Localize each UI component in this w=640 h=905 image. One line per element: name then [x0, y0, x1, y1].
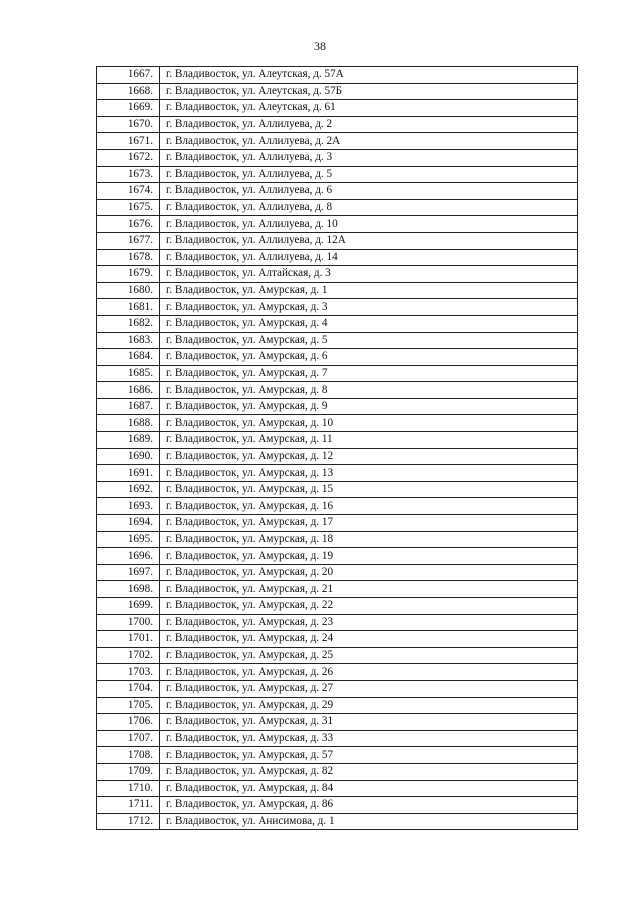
row-number: 1676.: [97, 216, 160, 233]
row-number: 1691.: [97, 465, 160, 482]
row-address: г. Владивосток, ул. Амурская, д. 7: [160, 365, 578, 382]
table-row: [97, 465, 578, 482]
row-address: г. Владивосток, ул. Амурская, д. 84: [160, 780, 578, 797]
row-address: г. Владивосток, ул. Амурская, д. 27: [160, 680, 578, 697]
row-address: г. Владивосток, ул. Амурская, д. 12: [160, 448, 578, 465]
row-number: 1705.: [97, 697, 160, 714]
table-row: [97, 664, 578, 681]
table-row: [97, 332, 578, 349]
table-row: [97, 133, 578, 150]
address-table: [96, 66, 578, 830]
table-row: [97, 481, 578, 498]
table-row: [97, 249, 578, 266]
table-row: [97, 498, 578, 515]
table-row: [97, 315, 578, 332]
row-number: 1698.: [97, 581, 160, 598]
row-address: г. Владивосток, ул. Амурская, д. 31: [160, 714, 578, 731]
row-number: 1693.: [97, 498, 160, 515]
row-number: 1672.: [97, 149, 160, 166]
table-row: [97, 166, 578, 183]
row-number: 1673.: [97, 166, 160, 183]
row-address: г. Владивосток, ул. Амурская, д. 15: [160, 481, 578, 498]
row-address: г. Владивосток, ул. Амурская, д. 13: [160, 465, 578, 482]
row-number: 1702.: [97, 647, 160, 664]
table-row: [97, 149, 578, 166]
row-address: г. Владивосток, ул. Амурская, д. 25: [160, 647, 578, 664]
row-number: 1706.: [97, 714, 160, 731]
row-address: г. Владивосток, ул. Амурская, д. 23: [160, 614, 578, 631]
table-row: [97, 697, 578, 714]
row-number: 1679.: [97, 266, 160, 283]
row-address: г. Владивосток, ул. Амурская, д. 10: [160, 415, 578, 432]
row-number: 1711.: [97, 797, 160, 814]
row-address: г. Владивосток, ул. Амурская, д. 22: [160, 598, 578, 615]
table-row: [97, 813, 578, 830]
row-address: г. Владивосток, ул. Амурская, д. 21: [160, 581, 578, 598]
row-number: 1708.: [97, 747, 160, 764]
table-row: [97, 614, 578, 631]
row-address: г. Владивосток, ул. Аллилуева, д. 6: [160, 183, 578, 200]
row-number: 1694.: [97, 515, 160, 532]
row-address: г. Владивосток, ул. Аллилуева, д. 10: [160, 216, 578, 233]
row-number: 1712.: [97, 813, 160, 830]
table-row: [97, 349, 578, 366]
row-address: г. Владивосток, ул. Амурская, д. 29: [160, 697, 578, 714]
table-row: [97, 730, 578, 747]
table-row: [97, 432, 578, 449]
row-number: 1680.: [97, 282, 160, 299]
table-row: [97, 548, 578, 565]
table-row: [97, 564, 578, 581]
row-address: г. Владивосток, ул. Аллилуева, д. 2: [160, 116, 578, 133]
row-address: г. Владивосток, ул. Алеутская, д. 57Б: [160, 83, 578, 100]
row-address: г. Владивосток, ул. Анисимова, д. 1: [160, 813, 578, 830]
row-address: г. Владивосток, ул. Амурская, д. 86: [160, 797, 578, 814]
table-row: [97, 647, 578, 664]
row-address: г. Владивосток, ул. Аллилуева, д. 12А: [160, 232, 578, 249]
row-address: г. Владивосток, ул. Амурская, д. 26: [160, 664, 578, 681]
row-number: 1677.: [97, 232, 160, 249]
row-number: 1686.: [97, 382, 160, 399]
page-number: 38: [314, 39, 326, 53]
table-row: [97, 365, 578, 382]
row-number: 1683.: [97, 332, 160, 349]
row-number: 1695.: [97, 531, 160, 548]
row-address: г. Владивосток, ул. Алеутская, д. 61: [160, 100, 578, 117]
row-address: г. Владивосток, ул. Амурская, д. 82: [160, 763, 578, 780]
row-address: г. Владивосток, ул. Аллилуева, д. 14: [160, 249, 578, 266]
row-address: г. Владивосток, ул. Амурская, д. 57: [160, 747, 578, 764]
table-row: [97, 67, 578, 84]
row-address: г. Владивосток, ул. Амурская, д. 6: [160, 349, 578, 366]
row-address: г. Владивосток, ул. Аллилуева, д. 5: [160, 166, 578, 183]
row-address: г. Владивосток, ул. Алтайская, д. 3: [160, 266, 578, 283]
table-row: [97, 299, 578, 316]
table-row: [97, 398, 578, 415]
row-address: г. Владивосток, ул. Амурская, д. 3: [160, 299, 578, 316]
row-address: г. Владивосток, ул. Амурская, д. 5: [160, 332, 578, 349]
table-row: [97, 282, 578, 299]
table-row: [97, 797, 578, 814]
row-number: 1684.: [97, 349, 160, 366]
row-number: 1699.: [97, 598, 160, 615]
row-number: 1710.: [97, 780, 160, 797]
row-number: 1685.: [97, 365, 160, 382]
row-number: 1688.: [97, 415, 160, 432]
table-row: [97, 448, 578, 465]
row-number: 1704.: [97, 680, 160, 697]
row-address: г. Владивосток, ул. Амурская, д. 16: [160, 498, 578, 515]
table-row: [97, 216, 578, 233]
row-number: 1671.: [97, 133, 160, 150]
row-number: 1682.: [97, 315, 160, 332]
table-row: [97, 199, 578, 216]
row-number: 1667.: [97, 67, 160, 84]
row-address: г. Владивосток, ул. Амурская, д. 4: [160, 315, 578, 332]
row-number: 1675.: [97, 199, 160, 216]
table-row: [97, 680, 578, 697]
row-number: 1703.: [97, 664, 160, 681]
table-row: [97, 581, 578, 598]
row-address: г. Владивосток, ул. Амурская, д. 9: [160, 398, 578, 415]
row-address: г. Владивосток, ул. Амурская, д. 8: [160, 382, 578, 399]
row-address: г. Владивосток, ул. Амурская, д. 1: [160, 282, 578, 299]
table-row: [97, 598, 578, 615]
row-number: 1700.: [97, 614, 160, 631]
table-row: [97, 531, 578, 548]
table-row: [97, 714, 578, 731]
row-number: 1697.: [97, 564, 160, 581]
row-address: г. Владивосток, ул. Аллилуева, д. 3: [160, 149, 578, 166]
table-row: [97, 266, 578, 283]
row-address: г. Владивосток, ул. Алеутская, д. 57А: [160, 67, 578, 84]
table-row: [97, 100, 578, 117]
table-row: [97, 382, 578, 399]
row-number: 1696.: [97, 548, 160, 565]
row-address: г. Владивосток, ул. Амурская, д. 17: [160, 515, 578, 532]
row-number: 1681.: [97, 299, 160, 316]
table-row: [97, 631, 578, 648]
table-row: [97, 232, 578, 249]
table-row: [97, 116, 578, 133]
row-number: 1670.: [97, 116, 160, 133]
row-address: г. Владивосток, ул. Аллилуева, д. 8: [160, 199, 578, 216]
row-address: г. Владивосток, ул. Амурская, д. 33: [160, 730, 578, 747]
row-number: 1690.: [97, 448, 160, 465]
row-number: 1668.: [97, 83, 160, 100]
row-number: 1689.: [97, 432, 160, 449]
row-number: 1692.: [97, 481, 160, 498]
row-number: 1709.: [97, 763, 160, 780]
row-number: 1701.: [97, 631, 160, 648]
row-number: 1707.: [97, 730, 160, 747]
row-address: г. Владивосток, ул. Амурская, д. 11: [160, 432, 578, 449]
row-address: г. Владивосток, ул. Амурская, д. 18: [160, 531, 578, 548]
row-number: 1687.: [97, 398, 160, 415]
row-address: г. Владивосток, ул. Амурская, д. 20: [160, 564, 578, 581]
table-row: [97, 183, 578, 200]
address-table-body: [97, 67, 578, 830]
table-row: [97, 415, 578, 432]
table-row: [97, 780, 578, 797]
table-row: [97, 83, 578, 100]
row-address: г. Владивосток, ул. Аллилуева, д. 2А: [160, 133, 578, 150]
table-row: [97, 747, 578, 764]
table-row: [97, 515, 578, 532]
table-row: [97, 763, 578, 780]
row-number: 1669.: [97, 100, 160, 117]
row-address: г. Владивосток, ул. Амурская, д. 19: [160, 548, 578, 565]
row-number: 1678.: [97, 249, 160, 266]
row-address: г. Владивосток, ул. Амурская, д. 24: [160, 631, 578, 648]
row-number: 1674.: [97, 183, 160, 200]
